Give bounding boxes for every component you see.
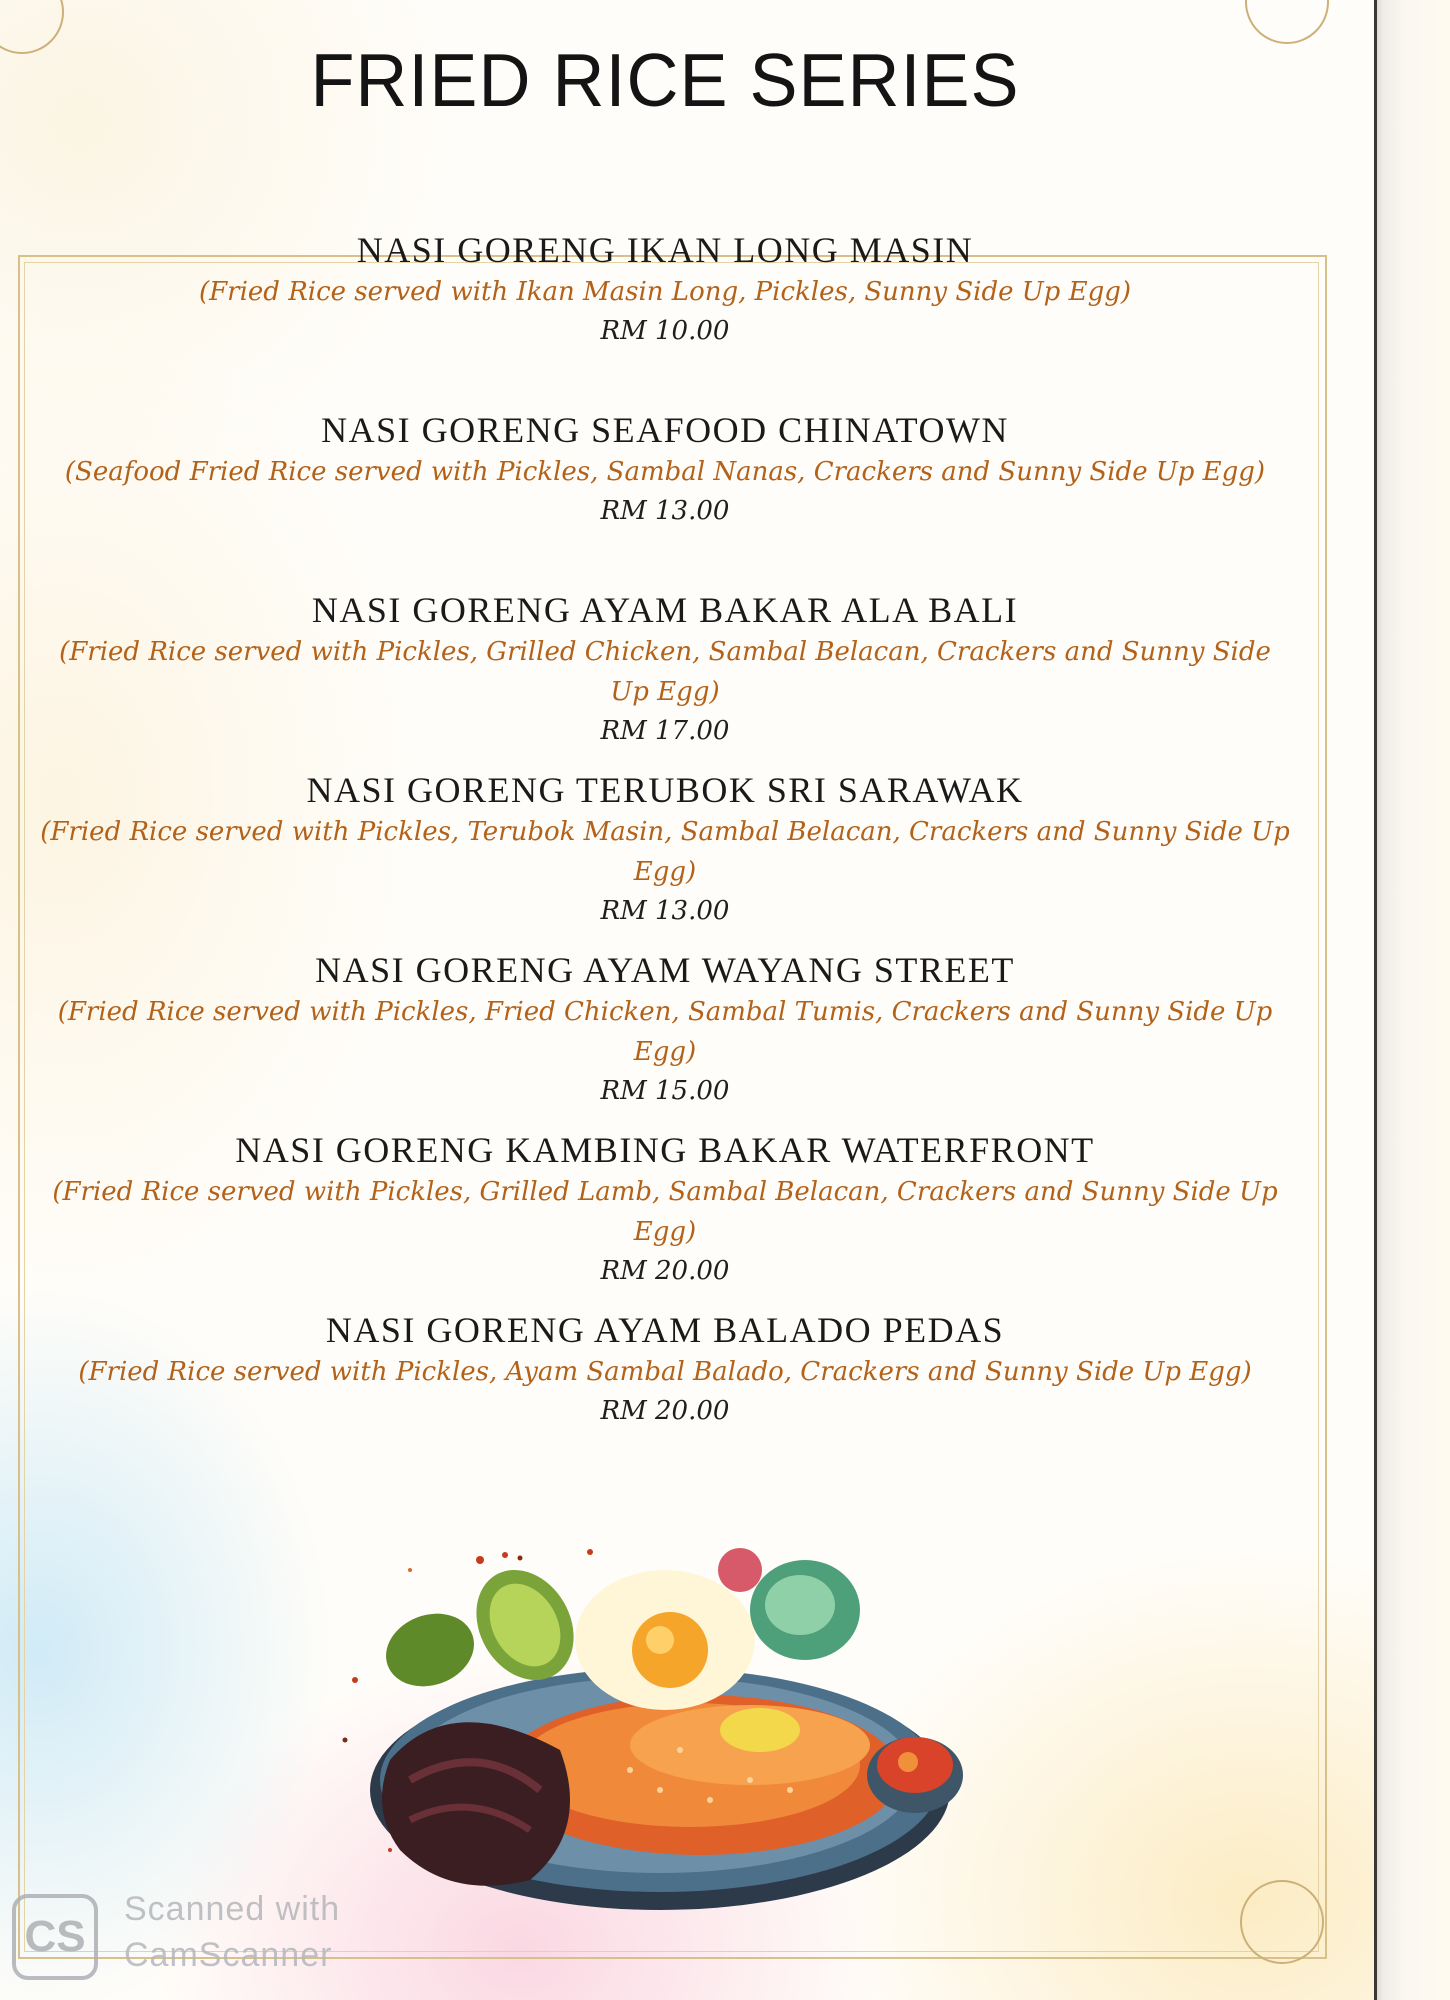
menu-item [40, 1128, 1290, 1308]
menu-item-name: NASI GORENG TERUBOK SRI SARAWAK [306, 770, 1024, 810]
lime-slice-left [376, 1602, 485, 1699]
page-fold-line [1374, 0, 1377, 2000]
menu-item-description: (Fried Rice served with Pickles, Grilled Chicken, Sambal Belacan, Crackers and Sunny Side Up Egg) [59, 637, 1271, 707]
menu-item [40, 228, 1290, 408]
menu-item-name: NASI GORENG AYAM BALADO PEDAS [325, 1310, 1005, 1350]
menu-item [40, 768, 1290, 948]
menu-item-name: NASI GORENG AYAM BAKAR ALA BALI [311, 590, 1019, 630]
watermark-line1: Scanned with [124, 1890, 341, 1928]
menu-item-price: RM 15.00 [600, 1076, 730, 1106]
corner-ornament-bottom-right [1240, 1880, 1324, 1964]
garnish [718, 1548, 762, 1592]
menu-item-price: RM 13.00 [600, 896, 730, 926]
camscanner-watermark [12, 1888, 372, 1983]
menu-item-price: RM 20.00 [600, 1256, 730, 1286]
menu-item-description: (Fried Rice served with Pickles, Terubok Masin, Sambal Belacan, Crackers and Sunny Side Up Egg) [40, 817, 1290, 887]
menu-item-price: RM 17.00 [600, 716, 730, 746]
menu-item-description: (Fried Rice served with Pickles, Ayam Sambal Balado, Crackers and Sunny Side Up Egg) [78, 1357, 1252, 1387]
menu-item-price: RM 10.00 [600, 316, 730, 346]
menu-item-name: NASI GORENG SEAFOOD CHINATOWN [321, 410, 1009, 450]
watermark-line2: CamScanner [124, 1936, 333, 1974]
fried-rice-plate-illustration [330, 1530, 1010, 1930]
menu-item-name: NASI GORENG IKAN LONG MASIN [356, 230, 974, 270]
menu-item-description: (Fried Rice served with Pickles, Fried Chicken, Sambal Tumis, Crackers and Sunny Side Up Egg) [57, 997, 1273, 1067]
egg-yolk [632, 1612, 708, 1688]
menu-item [40, 408, 1290, 588]
menu-item-name: NASI GORENG AYAM WAYANG STREET [315, 950, 1015, 990]
cracker [720, 1708, 800, 1752]
menu-item-price: RM 13.00 [600, 496, 730, 526]
menu-item [40, 948, 1290, 1128]
adjacent-page-edge [1375, 0, 1450, 2000]
menu-item-description: (Fried Rice served with Ikan Masin Long, Pickles, Sunny Side Up Egg) [198, 277, 1131, 307]
menu-item-price: RM 20.00 [600, 1396, 730, 1426]
grilled-meat [382, 1722, 570, 1885]
camscanner-logo-icon: CS [12, 1894, 98, 1980]
menu-item [40, 1308, 1290, 1488]
menu-item-name: NASI GORENG KAMBING BAKAR WATERFRONT [235, 1130, 1095, 1170]
menu-item [40, 588, 1290, 768]
menu-item-description: (Seafood Fried Rice served with Pickles, Sambal Nanas, Crackers and Sunny Side Up Egg) [64, 457, 1266, 487]
menu-item-description: (Fried Rice served with Pickles, Grilled Lamb, Sambal Belacan, Crackers and Sunny Side Up Egg) [52, 1177, 1278, 1247]
page-title: FRIED RICE SERIES [310, 39, 1020, 123]
menu-list [40, 228, 1290, 1488]
